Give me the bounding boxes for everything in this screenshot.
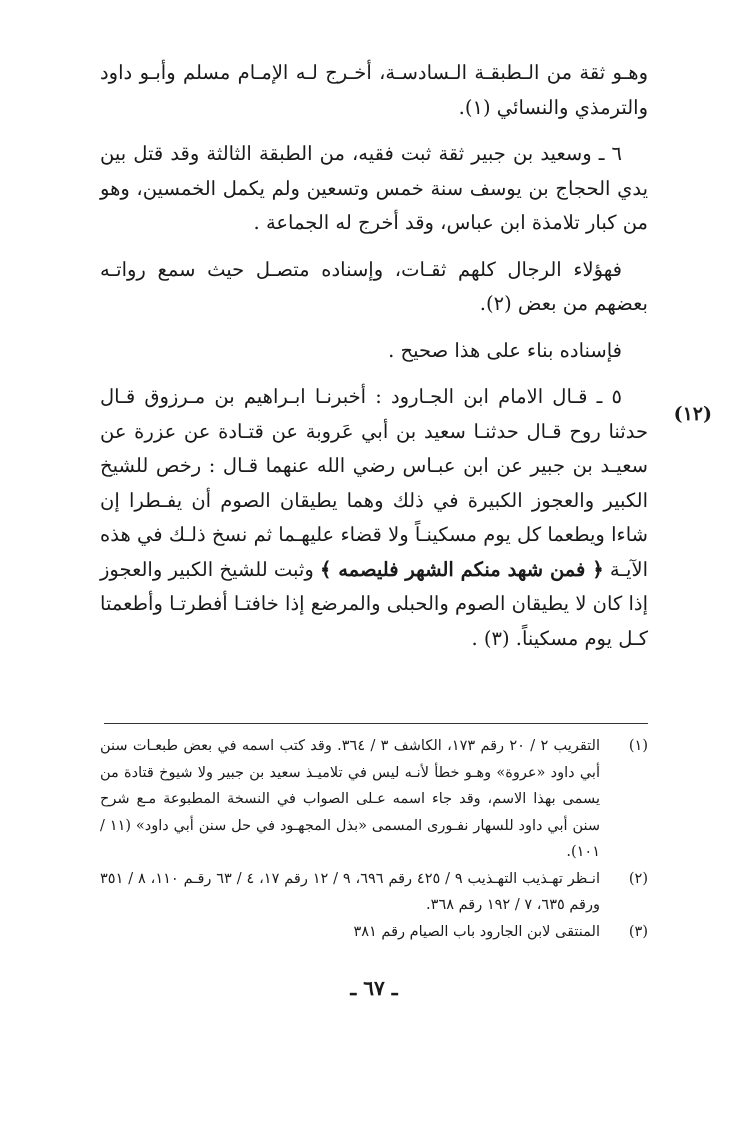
footnotes: [100, 733, 648, 945]
footnote-1: [100, 733, 648, 866]
footnote-divider: [104, 723, 648, 724]
footnote-text: انـظر تهـذيب التهـذيب ٩ / ٤٢٥ رقم ٦٩٦، ٩ / ١٢ رقم ١٧، ٤ / ٦٣ رقـم ١١٠، ٨ / ٣٥١ ورقم ٦٣٥، ٧ / ١٩٢ رقم ٣٦٨.: [100, 870, 600, 913]
paragraph-said-ibn-jubayr: ٦ ـ وسعيد بن جبير ثقة ثبت فقيه، من الطبقة الثالثة وقد قتل بين يدي الحجاج بن يوسف سنة خمس وتسعين ولم يكمل الخمسين، وهو من كبار تلامذة ابن عباس، وقد أخرج له الجماعة .: [100, 142, 648, 234]
footnote-number: (١): [628, 738, 648, 754]
footnote-3: [100, 919, 648, 946]
page-number: ـ ٦٧ ـ: [350, 976, 398, 1000]
hadith-text: ٥ ـ قـال الامام ابن الجـارود : أخبرنـا ابـراهيم بن مـرزوق قـال حدثنا روح قـال حدثنـا سعيد بن أبي عَروبة عن قتـادة عن عزرة عن سعيـد بن جبير عن ابن عبـاس رضي الله عنهما قـال : رخص للشيخ الكبير والعجوز الكبيرة في ذلك وهما يطيقان الصوم أن يفـطرا إن شاءا ويطعما كل يوم مسكينـاً ولا قضاء عليهـما ثم نسخ ذلـك في هذه الآيـة: [100, 385, 649, 581]
footnote-2: [100, 866, 648, 919]
footnote-text: المنتقى لابن الجارود باب الصيام رقم ٣٨١: [353, 923, 600, 940]
hadith-text-end: وثبت للشيخ الكبير والعجوز إذا كان لا يطيقان الصوم والحبلى والمرضع إذا خافتـا أفطرتـا وأطعمتا كـل يوم مسكيناً. (٣) .: [100, 557, 648, 650]
footnote-number: (٣): [628, 923, 648, 940]
paragraph-isnad-sahih: فإسناده بناء على هذا صحيح .: [388, 338, 622, 362]
footnote-number: (٢): [628, 870, 648, 887]
main-text: [100, 56, 648, 656]
quran-verse: ﴿ فمن شهد منكم الشهر فليصمه ﴾: [319, 557, 604, 581]
paragraph-narrator-5-end: وهـو ثقة من الـطبقـة الـسادسـة، أخـرج لـه الإمـام مسلم وأبـو داود والترمذي والنسائي (١).: [100, 61, 648, 119]
paragraph-isnad-connected: فهؤلاء الرجال كلهم ثقـات، وإسناده متصـل حيث سمع رواتـه بعضهم من بعض (٢).: [100, 257, 648, 315]
paragraph-hadith-ibn-al-jarud: [100, 380, 648, 656]
footnote-text: التقريب ٢ / ٢٠ رقم ١٧٣، الكاشف ٣ / ٣٦٤. وقد كتب اسمه في بعض طبعـات سنن أبي داود «عروة» وهـو خطأ لأنـه ليس في تلاميـذ سعيد بن جبير ولا شيوخ قتادة من يسمى بهذا الاسم، وقد جاء اسمه عـلى الصواب في النسخة المطبوعة مـع شرح سنن أبي داود للسهار نفـورى المسمى «بذل المجهـود في حل سنن أبي داود» (١١ / ١٠١).: [100, 738, 601, 860]
hadith-number: (١٢): [673, 403, 712, 425]
